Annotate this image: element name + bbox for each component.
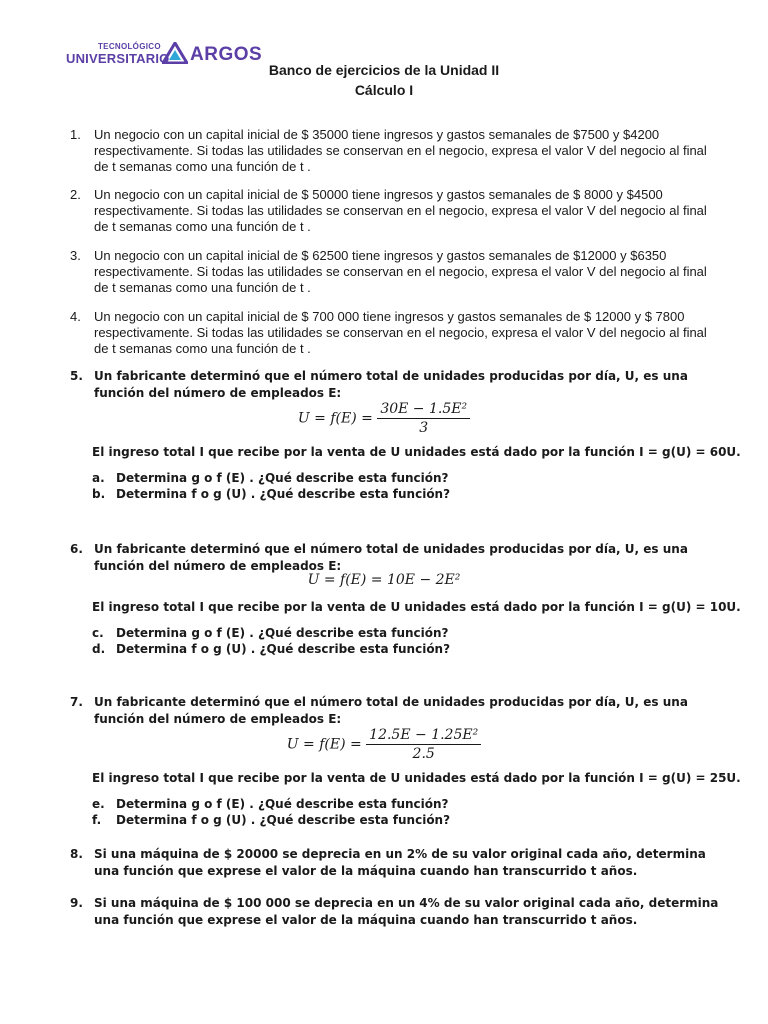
item-text: Si una máquina de $ 100 000 se deprecia en un 4% de su valor original cada año, determina una función que exprese el valor de la máquina cuando han transcurrido t años. xyxy=(94,896,719,927)
exercise-item xyxy=(70,248,720,296)
item-text: Un negocio con un capital inicial de $ 700 000 tiene ingresos y gastos semanales de $ 12000 y $ 7800 respectivamente. Si todas las utilidades se conservan en el negocio, expresa el valor V del negocio al final de t semanas como una función de t . xyxy=(94,309,707,356)
sub-text: Determina f o g (U) . ¿Qué describe esta función? xyxy=(116,813,451,827)
exercise-item xyxy=(70,541,720,575)
sub-text: Determina g o f (E) . ¿Qué describe esta función? xyxy=(116,797,449,811)
logo-big-text: UNIVERSITARIO xyxy=(66,51,170,66)
exercise-item xyxy=(70,309,720,357)
item-text: Un negocio con un capital inicial de $ 50000 tiene ingresos y gastos semanales de $ 8000 y $4500 respectivamente. Si todas las utilidades se conservan en el negocio, expresa el valor V del negocio al final de t semanas como una función de t . xyxy=(94,187,707,234)
sub-item xyxy=(92,797,449,811)
page-subtitle: Cálculo I xyxy=(354,82,414,98)
item-number: 2. xyxy=(70,187,81,202)
sub-item xyxy=(92,813,450,827)
sub-letter: c. xyxy=(92,626,104,640)
item-text: Si una máquina de $ 20000 se deprecia en un 2% de su valor original cada año, determina una función que exprese el valor de la máquina cuando han transcurrido t años. xyxy=(94,847,706,878)
equation-fraction xyxy=(366,727,481,762)
item-text: Un fabricante determinó que el número total de unidades producidas por día, U, es una función del número de empleados E: xyxy=(94,542,688,573)
sub-text: Determina f o g (U) . ¿Qué describe esta función? xyxy=(116,642,451,656)
item-number: 6. xyxy=(70,542,83,556)
exercise-item xyxy=(70,846,720,880)
exercise-item xyxy=(70,368,720,402)
sub-item xyxy=(92,626,449,640)
sub-text: Determina g o f (E) . ¿Qué describe esta función? xyxy=(116,471,449,485)
income-line: El ingreso total I que recibe por la venta de U unidades está dado por la función I = g(U) = 25U. xyxy=(92,771,741,785)
sub-item xyxy=(92,642,450,656)
equation-fraction xyxy=(377,401,470,436)
income-line: El ingreso total I que recibe por la venta de U unidades está dado por la función I = g(U) = 10U. xyxy=(92,600,741,614)
item-number: 7. xyxy=(70,695,83,709)
equation-lhs: U = f(E) = xyxy=(297,410,373,427)
sub-text: Determina g o f (E) . ¿Qué describe esta función? xyxy=(116,626,449,640)
equation xyxy=(0,727,768,762)
exercise-item xyxy=(70,127,720,175)
logo-brand: ARGOS xyxy=(190,44,263,65)
exercise-item xyxy=(70,187,720,235)
fraction-numerator: 12.5E − 1.25E² xyxy=(366,727,481,745)
fraction-numerator: 30E − 1.5E² xyxy=(377,401,470,419)
sub-letter: a. xyxy=(92,471,105,485)
exercise-item xyxy=(70,694,720,728)
fraction-denominator: 3 xyxy=(419,420,429,436)
sub-item xyxy=(92,471,449,485)
item-text: Un negocio con un capital inicial de $ 62500 tiene ingresos y gastos semanales de $12000 y $6350 respectivamente. Si todas las utilidades se conservan en el negocio, expresa el valor V del negocio al final de t semanas como una función de t . xyxy=(94,248,707,295)
equation xyxy=(0,401,768,436)
sub-letter: e. xyxy=(92,797,105,811)
sub-letter: d. xyxy=(92,642,106,656)
logo-small-text: TECNOLÓGICO xyxy=(98,42,161,51)
item-number: 3. xyxy=(70,248,81,263)
sub-letter: f. xyxy=(92,813,102,827)
item-number: 5. xyxy=(70,369,83,383)
exercise-item xyxy=(70,895,720,929)
item-text: Un fabricante determinó que el número total de unidades producidas por día, U, es una función del número de empleados E: xyxy=(94,695,688,726)
item-number: 8. xyxy=(70,847,83,861)
item-number: 4. xyxy=(70,309,81,324)
item-number: 1. xyxy=(70,127,81,142)
fraction-denominator: 2.5 xyxy=(412,746,435,762)
sub-item xyxy=(92,487,450,501)
item-number: 9. xyxy=(70,896,83,910)
sub-letter: b. xyxy=(92,487,106,501)
page-title: Banco de ejercicios de la Unidad II xyxy=(268,62,500,78)
sub-text: Determina f o g (U) . ¿Qué describe esta función? xyxy=(116,487,451,501)
argos-triangle-icon xyxy=(162,42,188,64)
income-line: El ingreso total I que recibe por la venta de U unidades está dado por la función I = g(U) = 60U. xyxy=(92,445,741,459)
item-text: Un fabricante determinó que el número total de unidades producidas por día, U, es una función del número de empleados E: xyxy=(94,369,688,400)
equation-lhs: U = f(E) = xyxy=(286,736,362,753)
item-text: Un negocio con un capital inicial de $ 35000 tiene ingresos y gastos semanales de $7500 y $4200 respectivamente. Si todas las utilidades se conservan en el negocio, expresa el valor V del negocio al final de t semanas como una función de t . xyxy=(94,127,707,174)
equation: U = f(E) = 10E − 2E² xyxy=(307,572,461,588)
